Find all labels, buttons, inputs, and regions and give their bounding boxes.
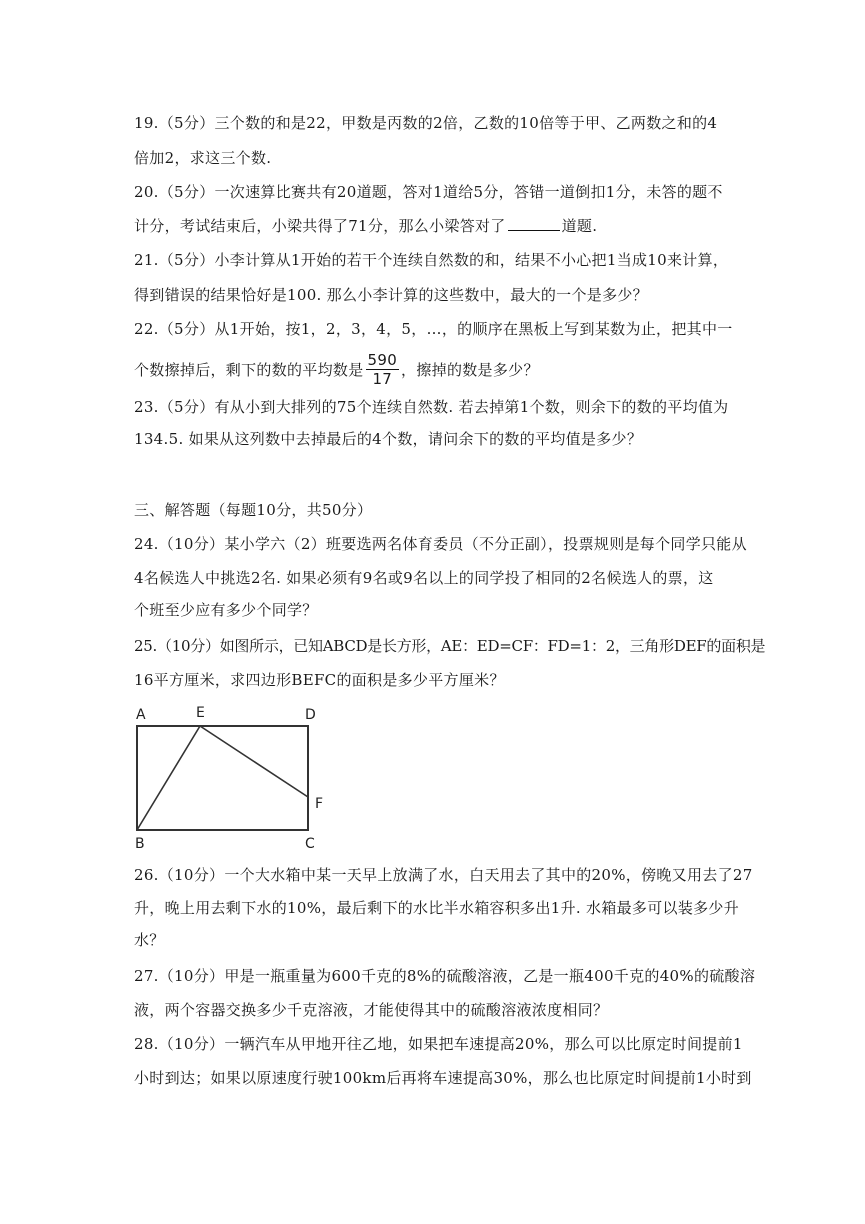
label-e: E [196, 705, 205, 721]
question-28-line-2: 小时到达；如果以原速度行驶100km后再将车速提高30%，那么也比原定时间提前1小时到 [134, 1069, 752, 1087]
question-22-text-after-fraction: ，擦掉的数是多少？ [401, 361, 539, 379]
question-23-line-1: 23.（5分）有从小到大排列的75个连续自然数. 若去掉第1个数，则余下的数的平均值为 [134, 398, 729, 416]
label-f: F [315, 796, 324, 812]
question-26-line-2: 升，晚上用去剩下水的10%，最后剩下的水比半水箱容积多出1升. 水箱最多可以装多少升 [134, 899, 740, 917]
rectangle-diagram [130, 700, 330, 852]
question-26-line-1: 26.（10分）一个大水箱中某一天早上放满了水，白天用去了其中的20%，傍晚又用去了27 [134, 866, 753, 884]
question-21-line-1: 21.（5分）小李计算从1开始的若干个连续自然数的和，结果不小心把1当成10来计算， [134, 251, 729, 269]
question-24-line-1: 24.（10分）某小学六（2）班要选两名体育委员（不分正副），投票规则是每个同学只能从 [134, 535, 747, 553]
segment-be [137, 726, 200, 830]
question-23-line-2: 134.5. 如果从这列数中去掉最后的4个数，请问余下的数的平均值是多少？ [134, 430, 643, 448]
question-20-text-before-blank: 计分，考试结束后，小梁共得了71分，那么小梁答对了 [134, 217, 506, 235]
question-21-line-2: 得到错误的结果恰好是100. 那么小李计算的这些数中，最大的一个是多少？ [134, 286, 648, 304]
segment-ef [200, 726, 308, 797]
label-a: A [136, 707, 146, 723]
fraction [366, 351, 400, 388]
question-22-line-2 [134, 351, 539, 391]
question-24-line-2: 4名候选人中挑选2名. 如果必须有9名或9名以上的同学投了相同的2名候选人的票，这 [134, 569, 714, 587]
label-b: B [135, 836, 145, 852]
question-28-line-1: 28.（10分）一辆汽车从甲地开往乙地，如果把车速提高20%，那么可以比原定时间提前1 [134, 1035, 743, 1053]
answer-blank [508, 216, 560, 231]
question-26-line-3: 水？ [134, 931, 165, 949]
section-3-heading: 三、解答题（每题10分，共50分） [134, 501, 373, 519]
question-20-line-1: 20.（5分）一次速算比赛共有20道题，答对1道给5分，答错一道倒扣1分，未答的题不 [134, 183, 723, 201]
fraction-numerator: 590 [367, 350, 398, 369]
label-d: D [305, 707, 316, 723]
question-27-line-1: 27.（10分）甲是一瓶重量为600千克的8%的硫酸溶液，乙是一瓶400千克的40%的硫酸溶 [134, 967, 756, 985]
fraction-denominator: 17 [372, 369, 393, 388]
question-24-line-3: 个班至少应有多少个同学？ [134, 601, 318, 619]
label-c: C [305, 836, 315, 852]
question-22-text-before-fraction: 个数擦掉后，剩下的数的平均数是 [134, 361, 364, 379]
question-20-line-2 [134, 216, 597, 236]
question-22-line-1: 22.（5分）从1开始，按1，2，3，4，5，…，的顺序在黑板上写到某数为止，把其中一 [134, 320, 733, 338]
question-27-line-2: 液，两个容器交换多少千克溶液，才能使得其中的硫酸溶液浓度相同？ [134, 1001, 609, 1019]
question-20-text-after-blank: 道题. [561, 217, 598, 235]
question-25-line-2: 16平方厘米，求四边形BEFC的面积是多少平方厘米？ [134, 671, 505, 689]
question-19-line-2: 倍加2，求这三个数. [134, 149, 272, 167]
question-19-line-1: 19.（5分）三个数的和是22，甲数是丙数的2倍，乙数的10倍等于甲、乙两数之和的4 [134, 114, 718, 132]
question-25-line-1: 25.（10分）如图所示，已知ABCD是长方形，AE：ED=CF：FD=1：2，三角形DEF的面积是 [134, 637, 766, 655]
